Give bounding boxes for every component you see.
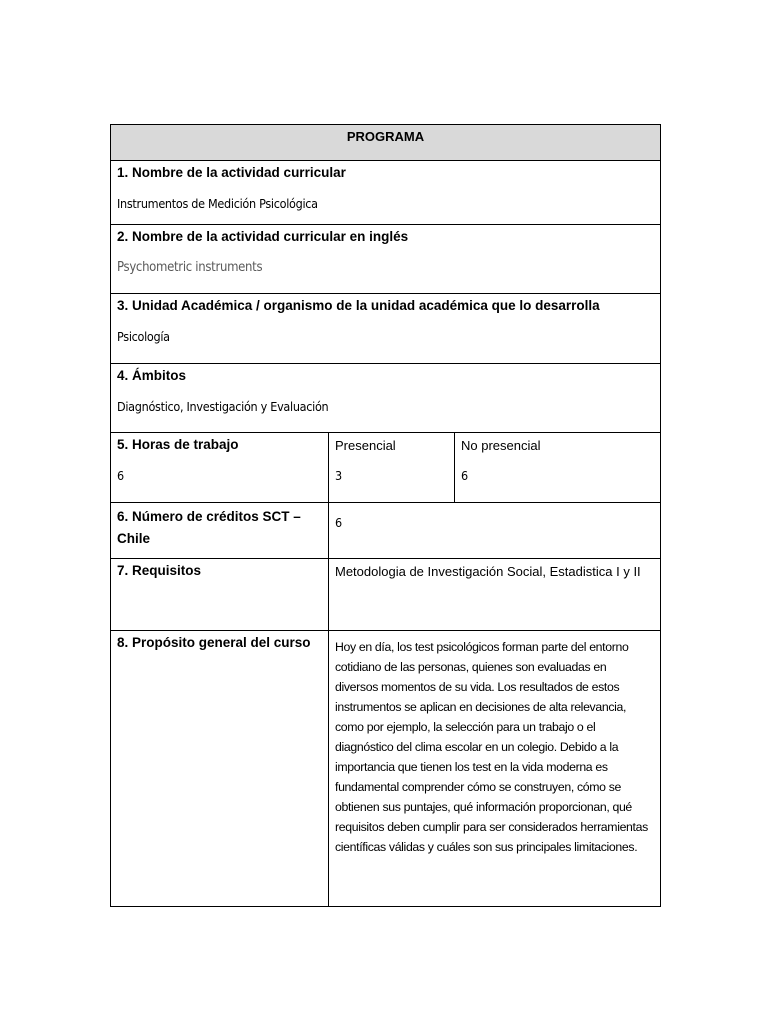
program-table — [110, 124, 661, 907]
row-horas — [111, 433, 661, 503]
cell-requisitos — [111, 559, 329, 631]
cell-creditos — [111, 503, 329, 559]
row-value: Psicología — [117, 329, 170, 344]
purpose-paragraph: Hoy en día, los test psicológicos forman parte del entorno cotidiano de las personas, quienes son evaluadas en diversos momentos de su vida. Los resultados de estos instrumentos se aplican en decisiones de alta relevancia, como por ejemplo, la selección para un trabajo o el diagnóstico del clima escolar en un colegio. Debido a la importancia que tienen los test en la vida moderna es fundamental comprender cómo se construyen, cómo se obtienen sus puntajes, qué información proporcionan, qué requisitos deben cumplir para ser considerados herramientas científicas válidas y cuáles son sus principales limitaciones. — [335, 640, 648, 854]
row-value: Diagnóstico, Investigación y Evaluación — [117, 399, 329, 414]
row-unidad — [111, 294, 661, 364]
no-presencial-label: No presencial — [461, 438, 541, 453]
row-value: Psychometric instruments — [117, 260, 263, 275]
presencial-value: 3 — [335, 468, 342, 483]
row-value: Metodologia de Investigación Social, Estadistica I y II — [335, 564, 641, 579]
cell-presencial — [329, 433, 455, 503]
cell-unidad — [111, 294, 661, 364]
row-creditos — [111, 503, 661, 559]
cell-nombre-ingles — [111, 225, 661, 294]
cell-creditos-value — [329, 503, 661, 559]
row-value: 6 — [335, 515, 342, 530]
no-presencial-value: 6 — [461, 468, 468, 483]
cell-nombre — [111, 161, 661, 225]
row-nombre — [111, 161, 661, 225]
row-label: 5. Horas de trabajo — [117, 437, 239, 452]
cell-proposito-value — [329, 631, 661, 907]
row-ambitos — [111, 364, 661, 433]
cell-requisitos-value — [329, 559, 661, 631]
row-value: 6 — [117, 468, 124, 483]
row-label: 3. Unidad Académica / organismo de la unidad académica que lo desarrolla — [117, 298, 600, 313]
presencial-label: Presencial — [335, 438, 396, 453]
row-label: 1. Nombre de la actividad curricular — [117, 165, 346, 180]
row-label: 7. Requisitos — [117, 563, 202, 578]
cell-horas — [111, 433, 329, 503]
table-header: PROGRAMA — [111, 125, 661, 161]
row-label: 6. Número de créditos SCT – Chile — [117, 509, 301, 546]
row-proposito — [111, 631, 661, 907]
row-requisitos — [111, 559, 661, 631]
cell-no-presencial — [455, 433, 661, 503]
row-label: 4. Ámbitos — [117, 368, 187, 383]
cell-ambitos — [111, 364, 661, 433]
row-label: 2. Nombre de la actividad curricular en inglés — [117, 229, 409, 244]
cell-proposito — [111, 631, 329, 907]
row-nombre-ingles — [111, 225, 661, 294]
row-value: Instrumentos de Medición Psicológica — [117, 196, 318, 211]
header-row — [111, 125, 661, 161]
row-label: 8. Propósito general del curso — [117, 635, 311, 650]
